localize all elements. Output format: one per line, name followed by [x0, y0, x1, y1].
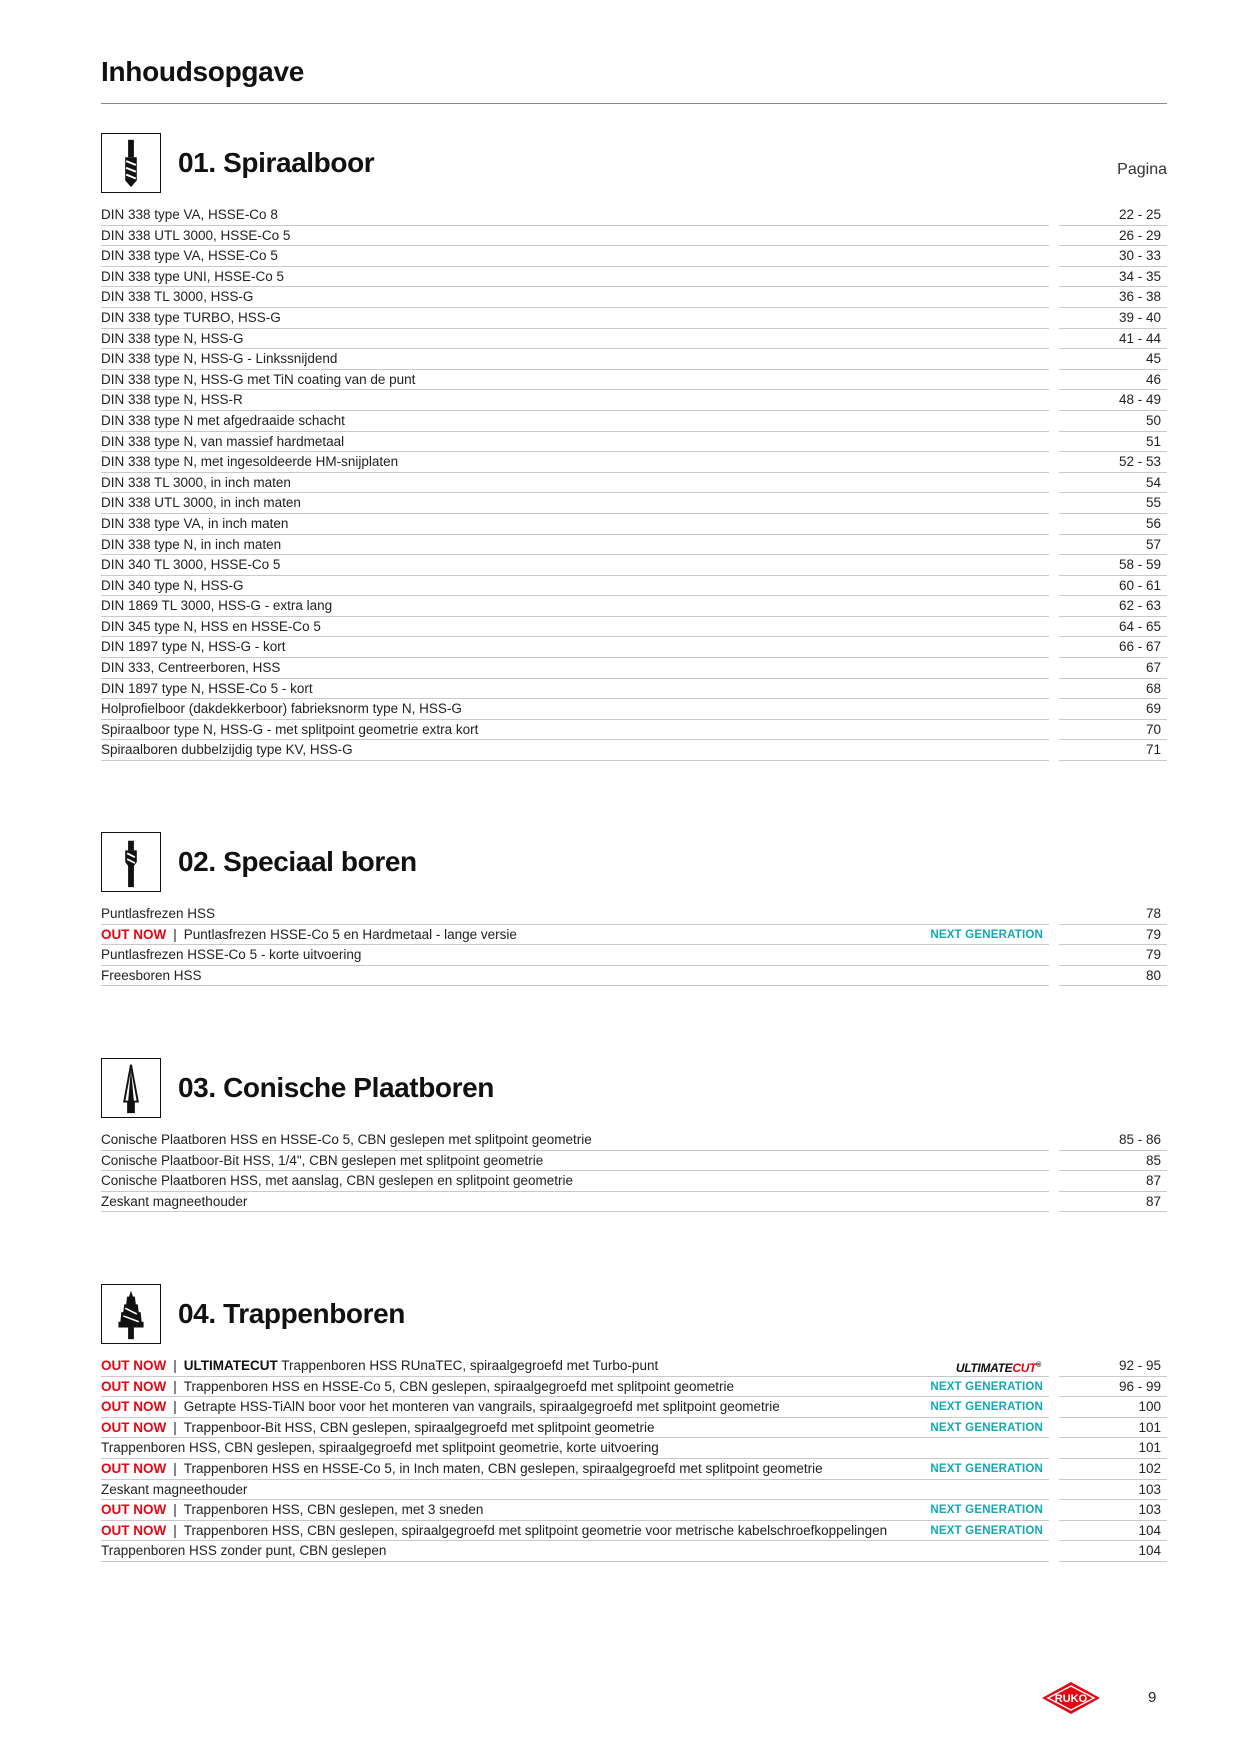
toc-page-ref: 101	[1059, 1418, 1167, 1439]
toc-entry	[101, 205, 1049, 226]
toc-entry	[101, 720, 1049, 741]
toc-page-ref: 45	[1059, 349, 1167, 370]
toc-row[interactable]	[101, 1130, 1167, 1151]
separator: |	[173, 1460, 177, 1476]
ultimatecut-logo-part: ULTIMATE	[955, 1361, 1013, 1375]
toc-page-ref: 55	[1059, 493, 1167, 514]
toc-entry	[101, 329, 1049, 350]
page-title: Inhoudsopgave	[101, 56, 304, 87]
out-now-badge: OUT NOW	[101, 1378, 167, 1394]
toc-row[interactable]	[101, 658, 1167, 679]
toc-entry	[101, 617, 1049, 638]
ruko-logo	[1040, 1680, 1102, 1716]
out-now-badge: OUT NOW	[101, 926, 167, 942]
toc-page-ref: 39 - 40	[1059, 308, 1167, 329]
toc-entry	[101, 246, 1049, 267]
toc-page-ref: 50	[1059, 411, 1167, 432]
toc-row[interactable]	[101, 1500, 1167, 1521]
toc-entry	[101, 925, 1049, 946]
toc-entry	[101, 945, 1049, 966]
toc-row[interactable]	[101, 679, 1167, 700]
toc-entry	[101, 349, 1049, 370]
toc-row[interactable]	[101, 246, 1167, 267]
toc-page-ref: 96 - 99	[1059, 1377, 1167, 1398]
toc-row[interactable]	[101, 1418, 1167, 1439]
toc-page-ref: 34 - 35	[1059, 267, 1167, 288]
toc-entry-label: DIN 338 type N, HSS-G met TiN coating van de punt	[101, 371, 416, 387]
toc-entry-label: DIN 338 type VA, HSSE-Co 5	[101, 248, 278, 264]
toc-entry-label: DIN 338 type VA, HSSE-Co 8	[101, 207, 278, 222]
toc-entry-label: DIN 340 TL 3000, HSSE-Co 5	[101, 557, 281, 573]
toc-rows	[101, 904, 1167, 986]
toc-entry-label: DIN 338 type N, in inch maten	[101, 536, 282, 552]
toc-entry	[101, 370, 1049, 391]
toc-row[interactable]	[101, 1541, 1167, 1562]
out-now-badge: OUT NOW	[101, 1522, 167, 1538]
toc-entry-label: Trappenboren HSS, CBN geslepen, met 3 sneden	[183, 1502, 484, 1518]
next-generation-badge: NEXT GENERATION	[930, 1380, 1043, 1393]
toc-page-ref: 87	[1059, 1171, 1167, 1192]
toc-page-ref: 103	[1059, 1500, 1167, 1521]
toc-entry-label: Puntlasfrezen HSS	[101, 906, 216, 921]
toc-page-ref: 48 - 49	[1059, 390, 1167, 411]
toc-page-ref: 67	[1059, 658, 1167, 679]
toc-entry	[101, 555, 1049, 576]
toc-entry	[101, 452, 1049, 473]
toc-page-ref: 78	[1059, 904, 1167, 925]
toc-row[interactable]	[101, 699, 1167, 720]
out-now-badge: OUT NOW	[101, 1419, 167, 1435]
toc-row[interactable]	[101, 617, 1167, 638]
toc-page-ref: 66 - 67	[1059, 637, 1167, 658]
toc-entry	[101, 493, 1049, 514]
section-title: 01. Spiraalboor	[178, 147, 375, 178]
toc-page-ref: 68	[1059, 679, 1167, 700]
toc-entry-label: DIN 338 UTL 3000, in inch maten	[101, 495, 301, 511]
toc-page-ref: 22 - 25	[1059, 205, 1167, 226]
toc-entry	[101, 514, 1049, 535]
toc-entry-label: DIN 338 TL 3000, in inch maten	[101, 474, 291, 490]
toc-page-ref: 92 - 95	[1059, 1356, 1167, 1377]
toc-entry-label: DIN 333, Centreerboren, HSS	[101, 660, 281, 676]
conical-drill-icon	[101, 1058, 161, 1118]
toc-entry-label: DIN 1897 type N, HSSE-Co 5 - kort	[101, 680, 313, 696]
next-generation-badge: NEXT GENERATION	[930, 1524, 1043, 1537]
toc-entry	[101, 596, 1049, 617]
toc-page-ref: 58 - 59	[1059, 555, 1167, 576]
toc-entry-label: Trappenboren HSS zonder punt, CBN geslepen	[101, 1543, 387, 1559]
toc-row[interactable]	[101, 1356, 1167, 1377]
separator: |	[173, 1378, 177, 1394]
toc-entry	[101, 1500, 1049, 1521]
toc-entry-label: Holprofielboor (dakdekkerboor) fabrieksnorm type N, HSS-G	[101, 701, 462, 717]
toc-row[interactable]	[101, 473, 1167, 494]
toc-page-ref: 103	[1059, 1480, 1167, 1501]
separator: |	[173, 926, 177, 942]
toc-row[interactable]	[101, 925, 1167, 946]
toc-entry-label: DIN 338 type N, HSS-G	[101, 330, 244, 346]
toc-page-ref: 41 - 44	[1059, 329, 1167, 350]
toc-entry-label: Trappenboren HSS RUnaTEC, spiraalgegroefd met Turbo-punt	[281, 1358, 659, 1373]
toc-entry	[101, 432, 1049, 453]
toc-entry-label: Trappenboren HSS en HSSE-Co 5, in Inch maten, CBN geslepen, spiraalgegroefd met splitpoint geometrie	[183, 1460, 823, 1476]
toc-entry-label: Trappenboor-Bit HSS, CBN geslepen, spiraalgegroefd met splitpoint geometrie	[183, 1419, 655, 1435]
toc-entry-label: Conische Plaatboren HSS en HSSE-Co 5, CBN geslepen met splitpoint geometrie	[101, 1132, 592, 1147]
separator: |	[173, 1399, 177, 1415]
toc-page-ref: 64 - 65	[1059, 617, 1167, 638]
toc-row[interactable]	[101, 1192, 1167, 1213]
toc-row[interactable]	[101, 308, 1167, 329]
toc-entry	[101, 740, 1049, 761]
section-conische-plaatboren	[101, 1058, 1167, 1212]
toc-page-ref: 70	[1059, 720, 1167, 741]
toc-page-ref: 104	[1059, 1521, 1167, 1542]
section-header	[101, 832, 1167, 894]
toc-row[interactable]	[101, 1480, 1167, 1501]
toc-page-ref: 36 - 38	[1059, 287, 1167, 308]
logo-text: RUKO	[1054, 1693, 1088, 1705]
toc-row[interactable]	[101, 267, 1167, 288]
toc-page-ref: 60 - 61	[1059, 576, 1167, 597]
toc-page-ref: 51	[1059, 432, 1167, 453]
toc-entry-label: Spiraalboren dubbelzijdig type KV, HSS-G	[101, 742, 353, 758]
toc-row[interactable]	[101, 349, 1167, 370]
separator: |	[173, 1502, 177, 1518]
twist-drill-icon	[101, 133, 161, 193]
toc-entry	[101, 1521, 1049, 1542]
toc-row[interactable]	[101, 514, 1167, 535]
toc-entry	[101, 1418, 1049, 1439]
brand-name: ULTIMATECUT	[183, 1358, 278, 1373]
toc-entry	[101, 1397, 1049, 1418]
toc-entry	[101, 1480, 1049, 1501]
toc-row[interactable]	[101, 452, 1167, 473]
toc-entry-label: DIN 340 type N, HSS-G	[101, 577, 244, 593]
toc-row[interactable]	[101, 226, 1167, 247]
toc-entry-label: DIN 338 type N, van massief hardmetaal	[101, 433, 345, 449]
toc-entry-label: Puntlasfrezen HSSE-Co 5 - korte uitvoering	[101, 947, 362, 963]
separator: |	[173, 1522, 177, 1538]
toc-page-ref: 104	[1059, 1541, 1167, 1562]
toc-entry-label: DIN 338 UTL 3000, HSSE-Co 5	[101, 227, 291, 243]
section-speciaal-boren	[101, 832, 1167, 986]
section-spiraalboor	[101, 133, 1167, 761]
section-title: 04. Trappenboren	[178, 1298, 405, 1329]
section-title: 03. Conische Plaatboren	[178, 1072, 495, 1103]
next-generation-badge: NEXT GENERATION	[930, 1504, 1043, 1517]
toc-page-ref: 79	[1059, 945, 1167, 966]
toc-page-ref: 102	[1059, 1459, 1167, 1480]
toc-entry	[101, 390, 1049, 411]
toc-entry-label: DIN 338 type N met afgedraaide schacht	[101, 412, 345, 428]
section-title: 02. Speciaal boren	[178, 846, 417, 877]
toc-entry-label: DIN 338 type TURBO, HSS-G	[101, 309, 281, 325]
toc-entry	[101, 576, 1049, 597]
toc-row[interactable]	[101, 945, 1167, 966]
toc-row[interactable]	[101, 720, 1167, 741]
section-header	[101, 1058, 1167, 1120]
toc-row[interactable]	[101, 596, 1167, 617]
toc-entry-label: DIN 338 type N, met ingesoldeerde HM-snijplaten	[101, 454, 399, 470]
out-now-badge: OUT NOW	[101, 1358, 167, 1373]
section-trappenboren	[101, 1284, 1167, 1562]
toc-page-ref: 80	[1059, 966, 1167, 987]
toc-entry	[101, 699, 1049, 720]
toc-entry-label: DIN 338 type N, HSS-G - Linkssnijdend	[101, 351, 338, 367]
toc-rows	[101, 1130, 1167, 1212]
toc-entry	[101, 1541, 1049, 1562]
toc-entry	[101, 1459, 1049, 1480]
toc-page-ref: 26 - 29	[1059, 226, 1167, 247]
toc-page-ref: 101	[1059, 1438, 1167, 1459]
ultimatecut-logo-cut: CUT	[1012, 1361, 1037, 1375]
toc-row[interactable]	[101, 432, 1167, 453]
toc-entry	[101, 1192, 1049, 1213]
toc-entry-label: Conische Plaatboor-Bit HSS, 1/4", CBN geslepen met splitpoint geometrie	[101, 1152, 544, 1168]
toc-entry	[101, 658, 1049, 679]
toc-row[interactable]	[101, 1438, 1167, 1459]
step-drill-icon	[101, 1284, 161, 1344]
toc-row[interactable]	[101, 1459, 1167, 1480]
toc-entry-label: Puntlasfrezen HSSE-Co 5 en Hardmetaal - lange versie	[183, 926, 517, 942]
toc-page-ref: 85	[1059, 1151, 1167, 1172]
toc-entry	[101, 966, 1049, 987]
toc-entry-label: DIN 345 type N, HSS en HSSE-Co 5	[101, 618, 321, 634]
toc-entry	[101, 535, 1049, 556]
toc-page-ref: 56	[1059, 514, 1167, 535]
toc-row[interactable]	[101, 576, 1167, 597]
toc-entry-label: Freesboren HSS	[101, 967, 202, 983]
toc-entry-label: Getrapte HSS-TiAlN boor voor het monteren van vangrails, spiraalgegroefd met splitpoint geometrie	[183, 1399, 780, 1415]
toc-entry	[101, 679, 1049, 700]
toc-row[interactable]	[101, 390, 1167, 411]
toc-row[interactable]	[101, 370, 1167, 391]
toc-entry-label: DIN 338 type VA, in inch maten	[101, 515, 289, 531]
toc-entry	[101, 473, 1049, 494]
out-now-badge: OUT NOW	[101, 1399, 167, 1415]
toc-entry	[101, 1438, 1049, 1459]
toc-row[interactable]	[101, 1521, 1167, 1542]
toc-entry-label: Trappenboren HSS en HSSE-Co 5, CBN geslepen, spiraalgegroefd met splitpoint geometrie	[183, 1378, 735, 1394]
toc-entry	[101, 1151, 1049, 1172]
toc-row[interactable]	[101, 535, 1167, 556]
toc-entry-label: Zeskant magneethouder	[101, 1193, 248, 1209]
toc-page-ref: 54	[1059, 473, 1167, 494]
toc-entry	[101, 1356, 1049, 1377]
special-drill-icon	[101, 832, 161, 892]
toc-row[interactable]	[101, 1171, 1167, 1192]
toc-page-ref: 57	[1059, 535, 1167, 556]
toc-entry-label: DIN 338 type N, HSS-R	[101, 392, 243, 408]
next-generation-badge: NEXT GENERATION	[930, 928, 1043, 941]
toc-entry	[101, 637, 1049, 658]
toc-page-ref: 100	[1059, 1397, 1167, 1418]
toc-entry-label: Zeskant magneethouder	[101, 1481, 248, 1497]
registered-mark: ®	[1036, 1362, 1041, 1369]
toc-row[interactable]	[101, 1397, 1167, 1418]
next-generation-badge: NEXT GENERATION	[930, 1401, 1043, 1414]
toc-entry-label: DIN 1869 TL 3000, HSS-G - extra lang	[101, 598, 333, 614]
toc-row[interactable]	[101, 555, 1167, 576]
toc-row[interactable]	[101, 493, 1167, 514]
toc-page-ref: 52 - 53	[1059, 452, 1167, 473]
toc-page-ref: 87	[1059, 1192, 1167, 1213]
toc-page-ref: 79	[1059, 925, 1167, 946]
toc-page-ref: 62 - 63	[1059, 596, 1167, 617]
section-header	[101, 133, 1167, 195]
toc-entry	[101, 308, 1049, 329]
toc-entry-label: Trappenboren HSS, CBN geslepen, spiraalgegroefd met splitpoint geometrie, korte uitvoering	[101, 1440, 659, 1456]
separator: |	[173, 1358, 177, 1373]
toc-entry-label: Conische Plaatboren HSS, met aanslag, CBN geslepen en splitpoint geometrie	[101, 1173, 574, 1189]
toc-page-ref: 71	[1059, 740, 1167, 761]
toc-page-ref: 46	[1059, 370, 1167, 391]
toc-entry-label: DIN 1897 type N, HSS-G - kort	[101, 639, 286, 655]
toc-entry	[101, 411, 1049, 432]
next-generation-badge: NEXT GENERATION	[930, 1421, 1043, 1434]
pagina-label: Pagina	[1117, 161, 1167, 178]
toc-entry	[101, 904, 1049, 925]
toc-row[interactable]	[101, 1377, 1167, 1398]
out-now-badge: OUT NOW	[101, 1502, 167, 1518]
toc-entry	[101, 287, 1049, 308]
toc-rows	[101, 1356, 1167, 1562]
toc-page-ref: 85 - 86	[1059, 1130, 1167, 1151]
toc-row[interactable]	[101, 740, 1167, 761]
toc-row[interactable]	[101, 637, 1167, 658]
toc-entry-label: DIN 338 type UNI, HSSE-Co 5	[101, 268, 285, 284]
toc-rows	[101, 205, 1167, 761]
toc-entry	[101, 1130, 1049, 1151]
next-generation-badge: NEXT GENERATION	[930, 1462, 1043, 1475]
toc-row[interactable]	[101, 287, 1167, 308]
toc-row[interactable]	[101, 329, 1167, 350]
toc-entry	[101, 1171, 1049, 1192]
toc-row[interactable]	[101, 1151, 1167, 1172]
toc-row[interactable]	[101, 966, 1167, 987]
toc-entry-label: Trappenboren HSS, CBN geslepen, spiraalgegroefd met splitpoint geometrie voor metrische kabelschroefkoppelingen	[183, 1522, 888, 1538]
toc-entry	[101, 267, 1049, 288]
toc-page-ref: 69	[1059, 699, 1167, 720]
toc-entry-label: Spiraalboor type N, HSS-G - met splitpoint geometrie extra kort	[101, 721, 479, 737]
separator: |	[173, 1419, 177, 1435]
toc-row[interactable]	[101, 411, 1167, 432]
page-number: 9	[1148, 1689, 1157, 1706]
out-now-badge: OUT NOW	[101, 1460, 167, 1476]
toc-entry	[101, 1377, 1049, 1398]
toc-page-ref: 30 - 33	[1059, 246, 1167, 267]
section-header	[101, 1284, 1167, 1346]
title-divider	[101, 103, 1167, 104]
toc-row[interactable]	[101, 904, 1167, 925]
toc-entry	[101, 226, 1049, 247]
toc-entry-label: DIN 338 TL 3000, HSS-G	[101, 289, 254, 305]
ultimatecut-logo	[956, 1356, 1041, 1377]
toc-row[interactable]	[101, 205, 1167, 226]
